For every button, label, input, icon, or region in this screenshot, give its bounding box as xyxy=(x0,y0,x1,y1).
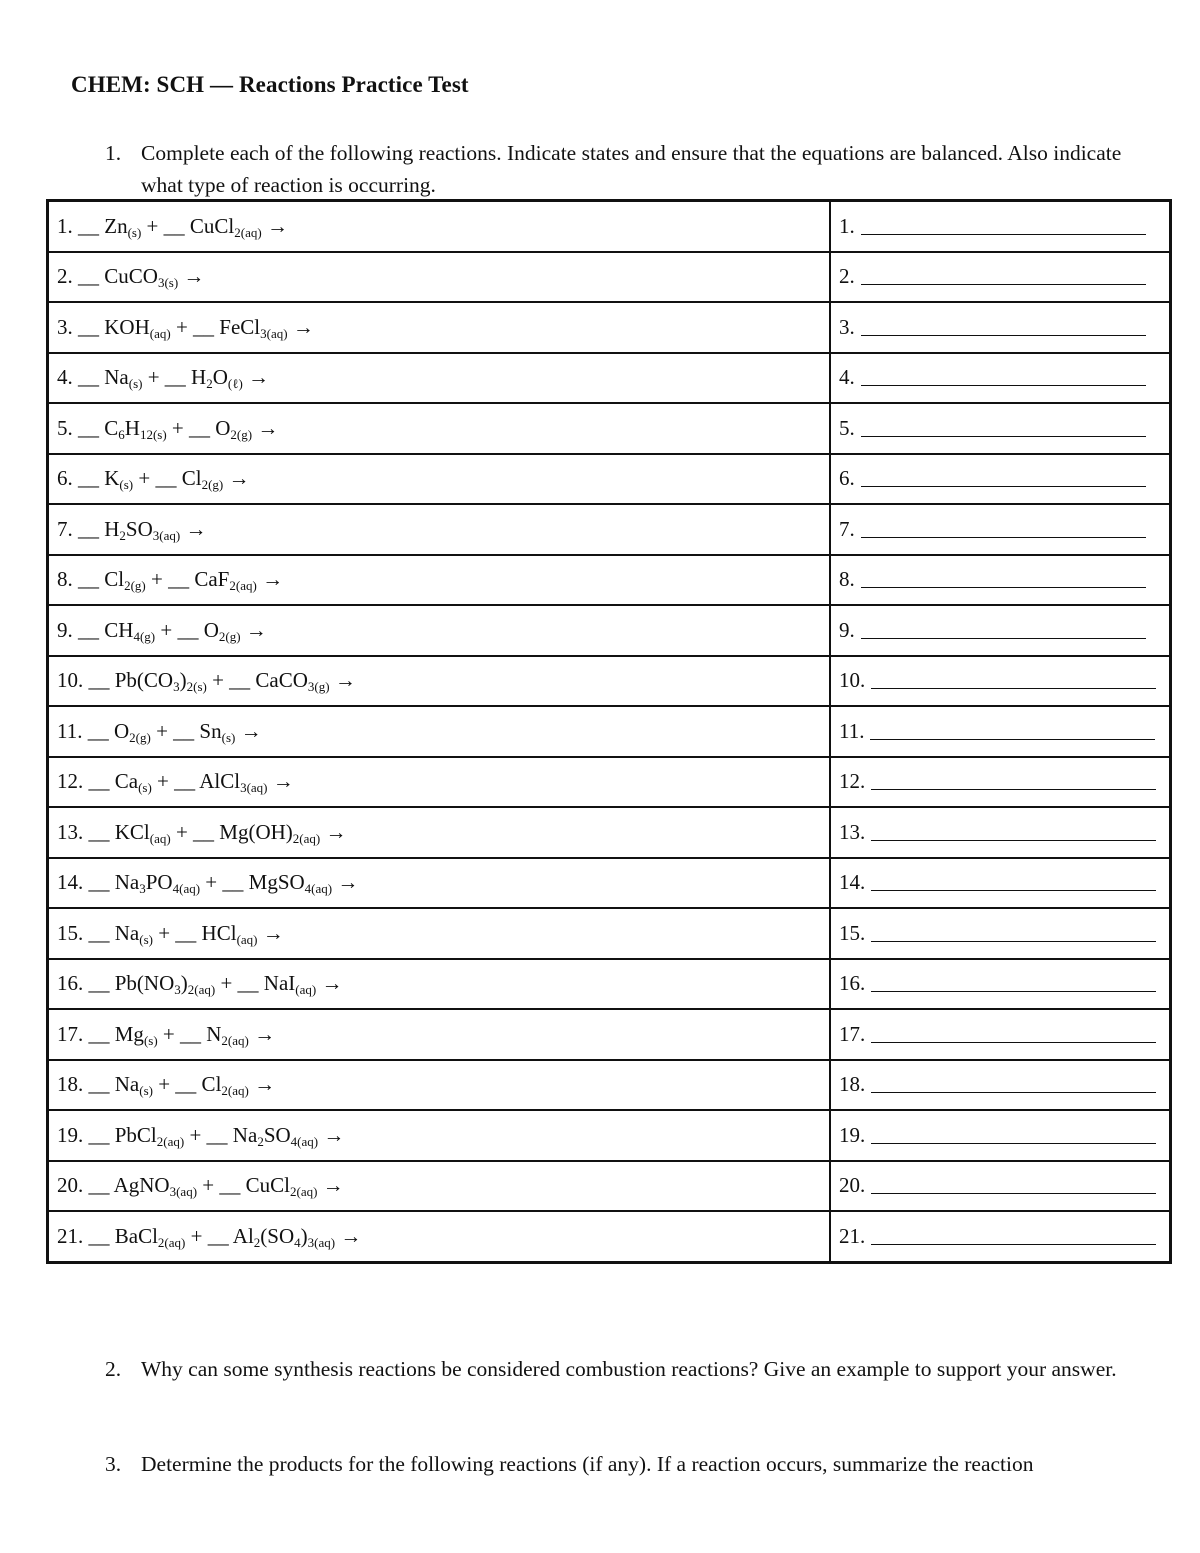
answer-blank-line[interactable] xyxy=(861,214,1146,235)
reaction-equation: __ $O_{2(g)}$ + __ $Sn_{(s)}$ → xyxy=(87,718,262,745)
reaction-equation: __ PbCl$_{2(aq)}$ + __ $Na_2SO_{4(aq)}$ → xyxy=(88,1122,345,1149)
answer-label: 18. xyxy=(839,1072,866,1097)
answer-label: 16. xyxy=(839,971,866,996)
reaction-equation: __ KCl$_{(aq)}$ + __ $Mg(OH)_{2(aq)}$ → xyxy=(88,819,347,846)
reaction-type-answer-cell[interactable] xyxy=(830,959,1171,1010)
reaction-row xyxy=(48,757,1171,808)
reaction-number: 8. xyxy=(57,567,78,592)
reaction-equation: __ $CH_{4(g)}$ + __ $O_{2(g)}$ → xyxy=(78,617,267,644)
reaction-equation-cell xyxy=(48,706,831,757)
reaction-equation: __ $H_2SO_{3(aq)}$ → xyxy=(78,516,207,543)
reaction-row xyxy=(48,807,1171,858)
answer-label: 5. xyxy=(839,415,855,440)
reaction-equation-cell xyxy=(48,555,831,606)
reaction-type-answer-cell[interactable] xyxy=(830,252,1171,303)
reaction-equation: __ BaCl$_{2(aq)}$ + __ $Al_2(SO_4)_{3(aq)}$ → xyxy=(88,1223,362,1250)
reaction-row xyxy=(48,908,1171,959)
answer-label: 10. xyxy=(839,668,866,693)
answer-label: 17. xyxy=(839,1021,866,1046)
question-3 xyxy=(105,1448,1135,1480)
answer-label: 14. xyxy=(839,870,866,895)
reaction-equation: __ $Mg_{(s)}$ + __ $N_{2(aq)}$ → xyxy=(88,1021,276,1048)
reaction-type-answer-cell[interactable] xyxy=(830,908,1171,959)
answer-label: 9. xyxy=(839,617,855,642)
reaction-equation-cell xyxy=(48,201,831,252)
answer-blank-line[interactable] xyxy=(861,365,1146,386)
answer-blank-line[interactable] xyxy=(871,1123,1156,1144)
reaction-number: 12. xyxy=(57,769,89,794)
reaction-type-answer-cell[interactable] xyxy=(830,807,1171,858)
answer-blank-line[interactable] xyxy=(871,668,1156,689)
answer-label: 4. xyxy=(839,365,855,390)
answer-label: 2. xyxy=(839,264,855,289)
reaction-type-answer-cell[interactable] xyxy=(830,1110,1171,1161)
reaction-equation-cell xyxy=(48,353,831,404)
reaction-number: 4. xyxy=(57,365,78,390)
reaction-equation: __ $Cl_{2(g)}$ + __ CaF$_{2(aq)}$ → xyxy=(78,567,284,594)
answer-blank-line[interactable] xyxy=(861,264,1146,285)
reaction-row xyxy=(48,605,1171,656)
reaction-type-answer-cell[interactable] xyxy=(830,302,1171,353)
reaction-equation-cell xyxy=(48,959,831,1010)
reaction-equation-cell xyxy=(48,454,831,505)
answer-blank-line[interactable] xyxy=(861,466,1146,487)
reaction-equation-cell xyxy=(48,1161,831,1212)
reaction-row xyxy=(48,1060,1171,1111)
reaction-number: 13. xyxy=(57,819,89,844)
reaction-number: 9. xyxy=(57,617,78,642)
reaction-row xyxy=(48,1009,1171,1060)
question-text: Why can some synthesis reactions be considered combustion reactions? Give an example to support your answer. xyxy=(141,1357,1117,1381)
reaction-number: 6. xyxy=(57,466,78,491)
reaction-number: 1. xyxy=(57,213,78,238)
question-text: Determine the products for the following reactions (if any). If a reaction occurs, summarize the reaction xyxy=(141,1452,1034,1476)
reaction-row xyxy=(48,959,1171,1010)
answer-label: 13. xyxy=(839,819,866,844)
reaction-equation-cell xyxy=(48,302,831,353)
reaction-equation: __ $Na_3PO_{4(aq)}$ + __ MgSO$_{4(aq)}$ → xyxy=(88,870,359,897)
reaction-equation-cell xyxy=(48,757,831,808)
answer-label: 21. xyxy=(839,1223,866,1248)
reaction-equation: __ $Zn_{(s)}$ + __ CuCl$_{2(aq)}$ → xyxy=(78,213,288,240)
reaction-type-answer-cell[interactable] xyxy=(830,605,1171,656)
answer-label: 20. xyxy=(839,1173,866,1198)
reaction-type-answer-cell[interactable] xyxy=(830,706,1171,757)
reaction-equation-cell xyxy=(48,656,831,707)
answer-label: 19. xyxy=(839,1122,866,1147)
reaction-number: 14. xyxy=(57,870,89,895)
reaction-equation-cell xyxy=(48,908,831,959)
reaction-equation-cell xyxy=(48,1009,831,1060)
reaction-row xyxy=(48,504,1171,555)
reaction-number: 2. xyxy=(57,264,78,289)
reaction-type-answer-cell[interactable] xyxy=(830,555,1171,606)
reaction-number: 18. xyxy=(57,1072,89,1097)
answer-blank-line[interactable] xyxy=(861,416,1146,437)
reaction-number: 20. xyxy=(57,1173,89,1198)
answer-label: 12. xyxy=(839,769,866,794)
answer-blank-line[interactable] xyxy=(871,1022,1156,1043)
answer-label: 1. xyxy=(839,213,855,238)
reaction-equation: __ $KOH_{(aq)}$ + __ FeCl$_{3(aq)}$ → xyxy=(78,314,314,341)
reaction-number: 11. xyxy=(57,718,88,743)
reaction-number: 7. xyxy=(57,516,78,541)
reaction-type-answer-cell[interactable] xyxy=(830,504,1171,555)
reaction-type-answer-cell[interactable] xyxy=(830,1161,1171,1212)
reaction-row xyxy=(48,858,1171,909)
reaction-type-answer-cell[interactable] xyxy=(830,353,1171,404)
answer-blank-line[interactable] xyxy=(861,315,1146,336)
answer-label: 3. xyxy=(839,314,855,339)
reaction-number: 16. xyxy=(57,971,89,996)
reaction-row xyxy=(48,201,1171,252)
reaction-type-answer-cell[interactable] xyxy=(830,454,1171,505)
reaction-equation: __ $Pb(CO_3)_{2(s)}$ + __ CaCO$_{3(g)}$ → xyxy=(88,668,356,695)
reaction-number: 10. xyxy=(57,668,89,693)
reaction-number: 21. xyxy=(57,1223,89,1248)
reaction-number: 5. xyxy=(57,415,78,440)
question-number: 2. xyxy=(105,1357,122,1381)
reaction-type-answer-cell[interactable] xyxy=(830,403,1171,454)
reaction-equation: __ CuCO$_{3(s)}$ → xyxy=(78,264,205,291)
reaction-row xyxy=(48,555,1171,606)
reaction-number: 3. xyxy=(57,314,78,339)
reaction-row xyxy=(48,656,1171,707)
reactions-table xyxy=(46,199,1172,1264)
reaction-row xyxy=(48,403,1171,454)
reaction-number: 17. xyxy=(57,1021,89,1046)
reaction-row xyxy=(48,353,1171,404)
answer-label: 15. xyxy=(839,920,866,945)
reaction-equation: __ $C_6H_{12(s)}$ + __ $O_{2(g)}$ → xyxy=(78,415,279,442)
reaction-type-answer-cell[interactable] xyxy=(830,1009,1171,1060)
question-text: Complete each of the following reactions. Indicate states and ensure that the equations are balanced. Also indicate what type of reaction is occurring. xyxy=(141,141,1122,197)
reaction-type-answer-cell[interactable] xyxy=(830,656,1171,707)
reaction-equation-cell xyxy=(48,858,831,909)
question-2 xyxy=(105,1353,1135,1385)
reaction-row xyxy=(48,302,1171,353)
answer-blank-line[interactable] xyxy=(870,719,1155,740)
answer-label: 6. xyxy=(839,466,855,491)
reaction-equation: __ $Ca_{(s)}$ + __ AlCl$_{3(aq)}$ → xyxy=(88,769,294,796)
question-number: 3. xyxy=(105,1452,122,1476)
reaction-number: 15. xyxy=(57,920,89,945)
reaction-equation-cell xyxy=(48,1060,831,1111)
reaction-row xyxy=(48,1211,1171,1262)
answer-blank-line[interactable] xyxy=(861,567,1146,588)
reaction-equation-cell xyxy=(48,807,831,858)
reaction-type-answer-cell[interactable] xyxy=(830,201,1171,252)
reaction-row xyxy=(48,706,1171,757)
reaction-row xyxy=(48,1161,1171,1212)
reaction-equation-cell xyxy=(48,1110,831,1161)
reaction-equation: __ $Na_{(s)}$ + __ HCl$_{(aq)}$ → xyxy=(88,920,284,947)
question-number: 1. xyxy=(105,141,122,165)
reaction-type-answer-cell[interactable] xyxy=(830,858,1171,909)
reaction-equation: __ $Pb(NO_3)_{2(aq)}$ + __ NaI$_{(aq)}$ → xyxy=(88,971,343,998)
answer-blank-line[interactable] xyxy=(871,1072,1156,1093)
reaction-equation-cell xyxy=(48,252,831,303)
reaction-row xyxy=(48,454,1171,505)
answer-blank-line[interactable] xyxy=(871,921,1156,942)
reaction-equation: __ $K_{(s)}$ + __ $Cl_{2(g)}$ → xyxy=(78,466,250,493)
reaction-equation: __ $Na_{(s)}$ + __ $H_2O_{(\ell)}$ → xyxy=(78,365,270,392)
answer-blank-line[interactable] xyxy=(871,1224,1156,1245)
answer-blank-line[interactable] xyxy=(861,618,1146,639)
reaction-equation: __ AgNO$_{3(aq)}$ + __ CuCl$_{2(aq)}$ → xyxy=(88,1173,344,1200)
reaction-equation-cell xyxy=(48,403,831,454)
reaction-equation-cell xyxy=(48,605,831,656)
answer-label: 8. xyxy=(839,567,855,592)
reaction-equation-cell xyxy=(48,1211,831,1262)
reaction-type-answer-cell[interactable] xyxy=(830,1060,1171,1111)
answer-blank-line[interactable] xyxy=(871,971,1156,992)
reaction-equation-cell xyxy=(48,504,831,555)
answer-blank-line[interactable] xyxy=(871,870,1156,891)
reaction-row xyxy=(48,1110,1171,1161)
answer-label: 11. xyxy=(839,718,865,743)
question-1 xyxy=(105,137,1135,201)
reaction-number: 19. xyxy=(57,1122,89,1147)
answer-blank-line[interactable] xyxy=(871,820,1156,841)
reaction-type-answer-cell[interactable] xyxy=(830,757,1171,808)
reaction-row xyxy=(48,252,1171,303)
reaction-type-answer-cell[interactable] xyxy=(830,1211,1171,1262)
answer-blank-line[interactable] xyxy=(871,769,1156,790)
answer-label: 7. xyxy=(839,516,855,541)
page-title: CHEM: SCH — Reactions Practice Test xyxy=(71,72,469,97)
answer-blank-line[interactable] xyxy=(871,1173,1156,1194)
answer-blank-line[interactable] xyxy=(861,517,1146,538)
reaction-equation: __ $Na_{(s)}$ + __ $Cl_{2(aq)}$ → xyxy=(88,1072,276,1099)
